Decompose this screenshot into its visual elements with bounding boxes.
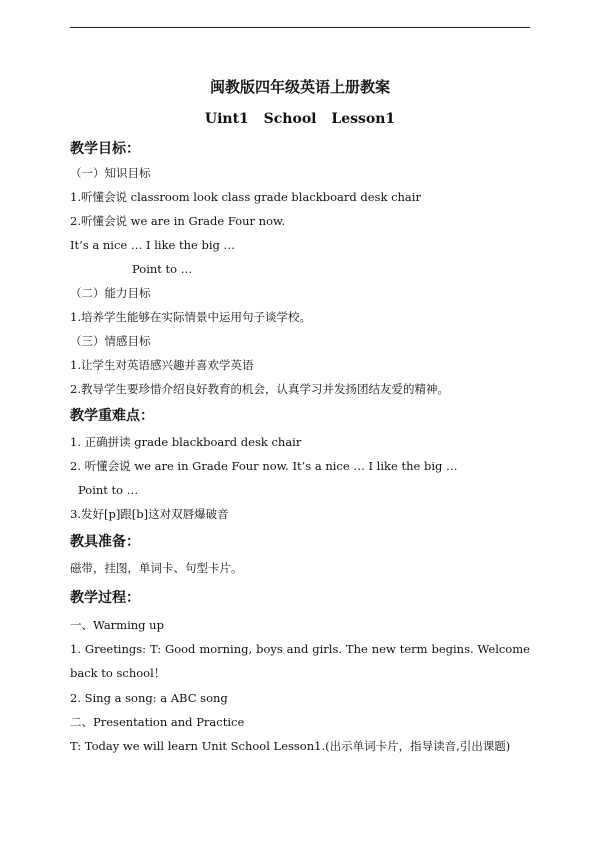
process-heading: 教学过程： bbox=[70, 590, 140, 606]
ability-goal-1: 1.培养学生能够在实际情景中运用句子谈学校。 bbox=[70, 310, 311, 324]
keypoints-heading: 教学重难点： bbox=[70, 408, 154, 424]
step-sing-song: 2. Sing a song: a ABC song bbox=[70, 691, 228, 705]
ability-goal-label: （二）能力目标 bbox=[70, 286, 151, 300]
objective-2-sentence: It’s a nice … I like the big … bbox=[70, 238, 236, 252]
document-title: 闽教版四年级英语上册教案 bbox=[209, 78, 390, 96]
emotion-goal-2: 2.教导学生要珍惜介绍良好教育的机会，认真学习并发扬团结友爱的精神。 bbox=[70, 382, 449, 396]
emotion-goal-1: 1.让学生对英语感兴趣并喜欢学英语 bbox=[70, 358, 254, 372]
objective-2: 2.听懂会说 we are in Grade Four now. bbox=[70, 214, 286, 228]
header-rule bbox=[70, 27, 530, 28]
keypoint-1: 1. 正确拼读 grade blackboard desk chair bbox=[70, 435, 302, 449]
step-presentation: 二、Presentation and Practice bbox=[70, 715, 245, 729]
document-subtitle: Uint1 School Lesson1 bbox=[204, 111, 396, 127]
step-warming-up: 一、Warming up bbox=[70, 618, 164, 632]
objective-1: 1.听懂会说 classroom look class grade blackboard desk chair bbox=[70, 190, 421, 204]
document-body bbox=[70, 75, 530, 754]
keypoint-2-point: Point to … bbox=[78, 483, 139, 497]
keypoint-2: 2. 听懂会说 we are in Grade Four now. It’s a nice … I like the big … bbox=[70, 459, 458, 473]
tools-heading: 教具准备： bbox=[70, 534, 140, 550]
knowledge-goal-label: （一）知识目标 bbox=[70, 166, 151, 180]
step-presentation-teacher: T: Today we will learn Unit School Lesson1.(出示单词卡片，指导读音,引出课题) bbox=[70, 739, 511, 753]
step-greetings: 1. Greetings: T: Good morning, boys and girls. The new term begins. Welcome back to school！ bbox=[70, 642, 530, 680]
keypoint-3: 3.发好[p]跟[b]这对双唇爆破音 bbox=[70, 507, 229, 521]
objectives-heading: 教学目标： bbox=[70, 141, 140, 157]
emotion-goal-label: （三）情感目标 bbox=[70, 334, 151, 348]
tools-list: 磁带，挂图，单词卡、句型卡片。 bbox=[70, 561, 243, 575]
objective-2-point: Point to … bbox=[132, 262, 193, 276]
